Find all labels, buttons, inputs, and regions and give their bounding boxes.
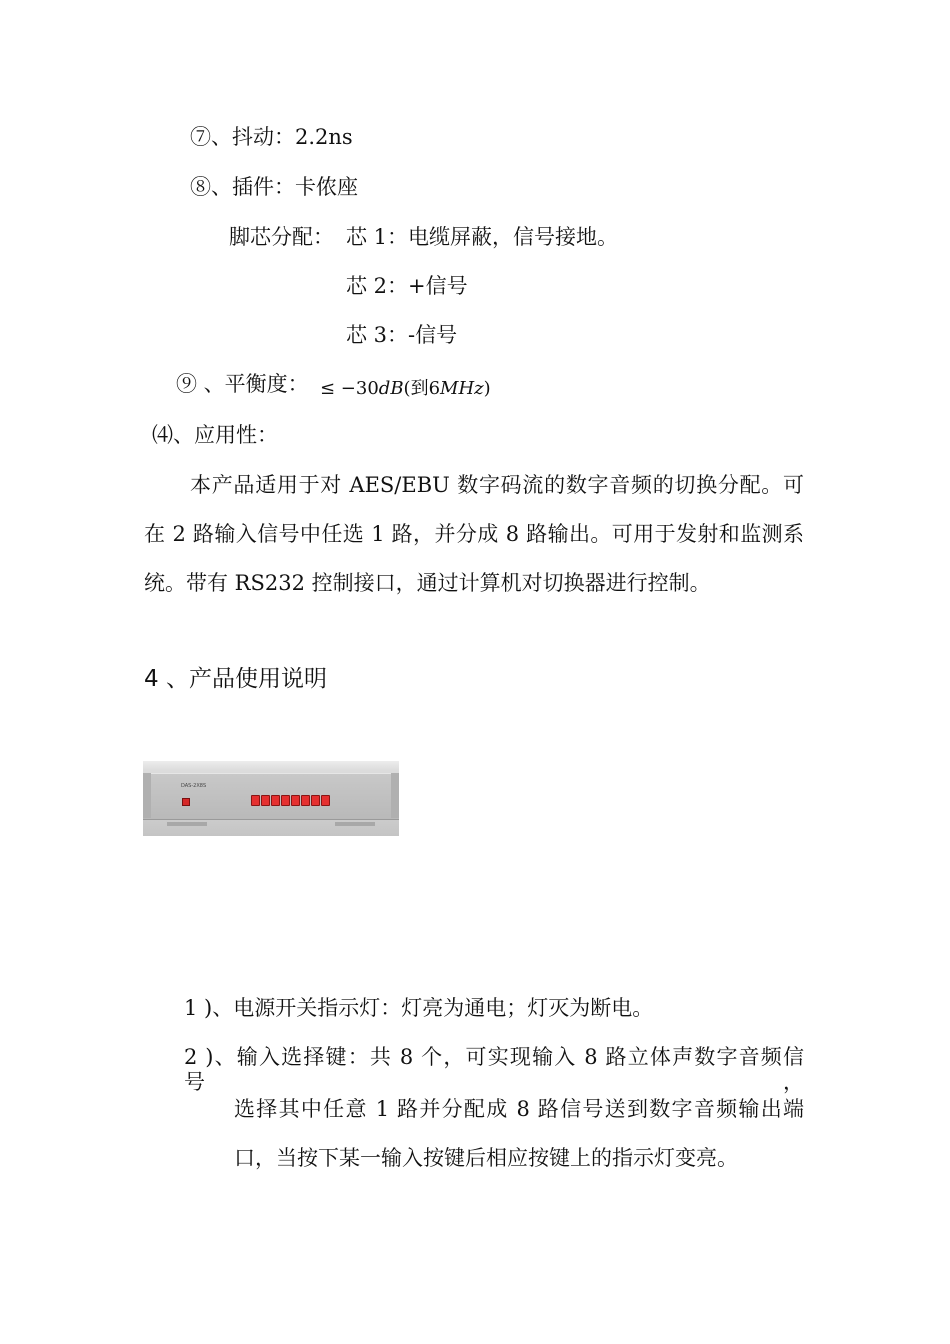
rack-ear-right <box>391 773 399 818</box>
input-button-7 <box>311 795 320 806</box>
usage-item-2-cont-2: 口，当按下某一输入按键后相应按键上的指示灯变亮。 <box>234 1146 738 1170</box>
device-photo <box>143 761 399 836</box>
input-button-4 <box>281 795 290 806</box>
section-heading: 4 、产品使用说明 <box>144 666 327 692</box>
formula-unit-db: dB <box>378 378 404 399</box>
device-foot-left <box>167 822 207 826</box>
power-switch <box>182 798 190 806</box>
paragraph-line-2: 在 2 路输入信号中任选 1 路，并分成 8 路输出。可用于发射和监测系 <box>144 522 804 546</box>
pin-2: 芯 2：+信号 <box>346 274 468 298</box>
input-button-1 <box>251 795 260 806</box>
input-button-6 <box>301 795 310 806</box>
device-model-label: DAS-2X8S <box>181 783 207 789</box>
input-button-2 <box>261 795 270 806</box>
spec-balance-formula <box>320 378 491 400</box>
spec-jitter: ⑦、抖动：2.2ns <box>190 125 353 149</box>
formula-part: (到6 <box>403 378 441 399</box>
rack-ear-left <box>143 773 151 818</box>
paragraph-line-1: 本产品适用于对 AES/EBU 数字码流的数字音频的切换分配。可 <box>190 473 804 497</box>
formula-part: ≤ −30 <box>320 378 379 399</box>
formula-unit-mhz: MHz <box>440 378 484 399</box>
applicability-heading: ⑷、应用性： <box>152 423 278 447</box>
device-foot-right <box>335 822 375 826</box>
pin-1: 芯 1：电缆屏蔽，信号接地。 <box>346 225 619 249</box>
input-button-3 <box>271 795 280 806</box>
input-button-5 <box>291 795 300 806</box>
pin-3: 芯 3：-信号 <box>346 323 458 347</box>
input-button-8 <box>321 795 330 806</box>
usage-item-2-cont-1: 选择其中任意 1 路并分配成 8 路信号送到数字音频输出端 <box>234 1097 804 1121</box>
usage-item-1: 1 )、电源开关指示灯：灯亮为通电；灯灭为断电。 <box>184 996 654 1020</box>
spec-connector: ⑧、插件：卡侬座 <box>190 175 358 199</box>
formula-part: ) <box>483 378 491 399</box>
usage-item-2: 2 )、输入选择键：共 8 个，可实现输入 8 路立体声数字音频信号， <box>184 1045 804 1095</box>
spec-balance-label: ⑨ 、平衡度： <box>176 372 309 396</box>
pin-assignment-label: 脚芯分配： <box>229 225 334 249</box>
paragraph-line-3: 统。带有 RS232 控制接口，通过计算机对切换器进行控制。 <box>144 571 711 595</box>
